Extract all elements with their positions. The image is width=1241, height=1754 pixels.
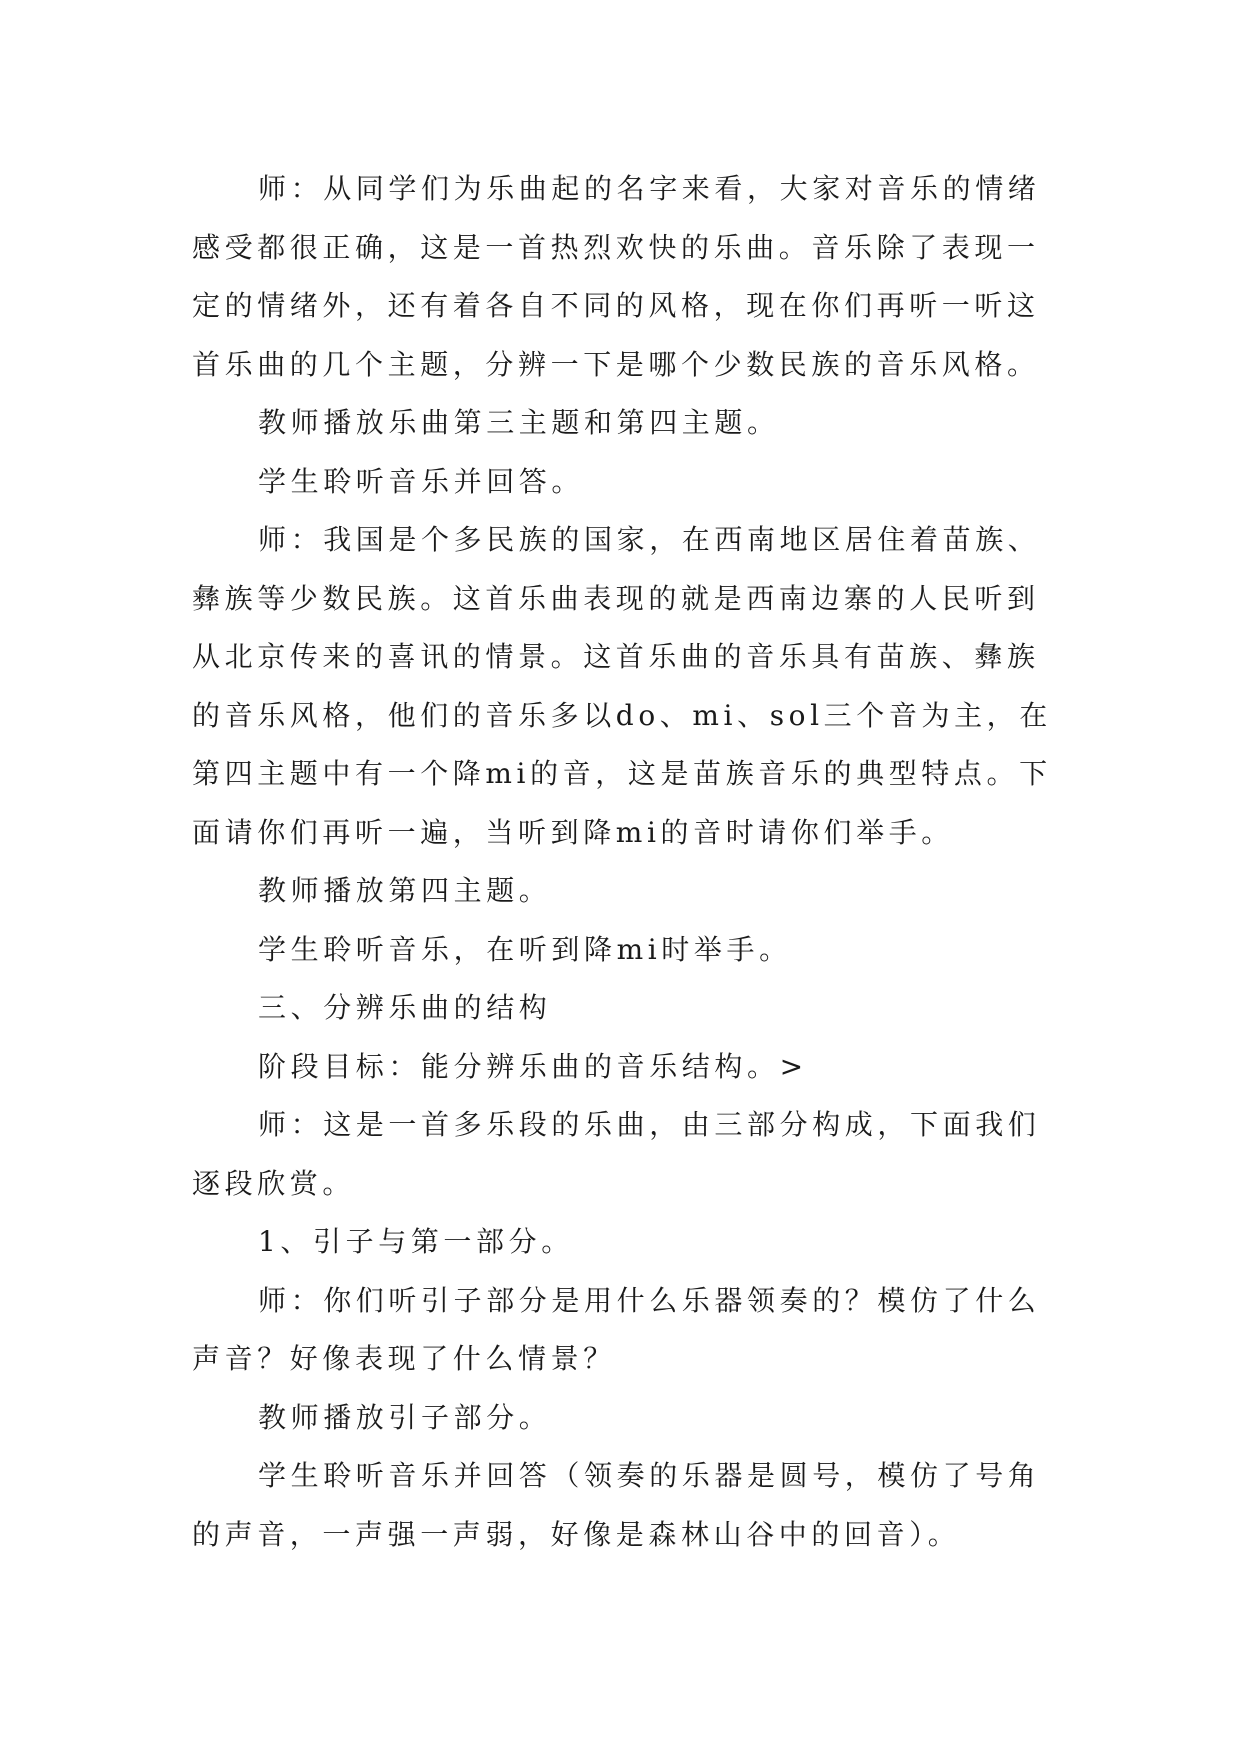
subheading-intro-part-one: 1、引子与第一部分。: [258, 1225, 574, 1258]
paragraph-students-answer-horn: 学生聆听音乐并回答（领奏的乐器是圆号，模仿了号角的声音，一声强一声弱，好像是森林山谷中的回音）。: [192, 1459, 1041, 1551]
paragraph-teacher-ethnic-style: 师：我国是个多民族的国家，在西南地区居住着苗族、彝族等少数民族。这首乐曲表现的就是西南边寨的人民听到从北京传来的喜讯的情景。这首乐曲的音乐具有苗族、彝族的音乐风格，他们的音乐多以do、mi、sol三个音为主，在第四主题中有一个降mi的音，这是苗族音乐的典型特点。下面请你们再听一遍，当听到降mi的音时请你们举手。: [192, 523, 1052, 849]
paragraph-students-raise-hands: 学生聆听音乐，在听到降mi时举手。: [258, 932, 792, 966]
paragraph-play-themes-3-4: 教师播放乐曲第三主题和第四主题。: [258, 406, 780, 439]
paragraph-stage-goal: 阶段目标：能分辨乐曲的音乐结构。>: [258, 1049, 808, 1083]
paragraph-teacher-style-intro: 师：从同学们为乐曲起的名字来看，大家对音乐的情绪感受都很正确，这是一首热烈欢快的乐曲。音乐除了表现一定的情绪外，还有着各自不同的风格，现在你们再听一听这首乐曲的几个主题，分辨一下是哪个少数民族的音乐风格。: [192, 172, 1041, 381]
paragraph-teacher-question: 师：你们听引子部分是用什么乐器领奏的？模仿了什么声音？好像表现了什么情景？: [192, 1283, 1041, 1375]
paragraph-play-theme-4: 教师播放第四主题。: [258, 874, 552, 907]
paragraph-play-intro: 教师播放引子部分。: [258, 1400, 552, 1434]
section-heading-structure: 三、分辨乐曲的结构: [258, 991, 552, 1024]
paragraph-teacher-three-parts: 师：这是一首多乐段的乐曲，由三部分构成，下面我们逐段欣赏。: [192, 1108, 1041, 1200]
document-body: [192, 160, 1054, 1564]
paragraph-students-listen-answer: 学生聆听音乐并回答。: [258, 464, 585, 498]
